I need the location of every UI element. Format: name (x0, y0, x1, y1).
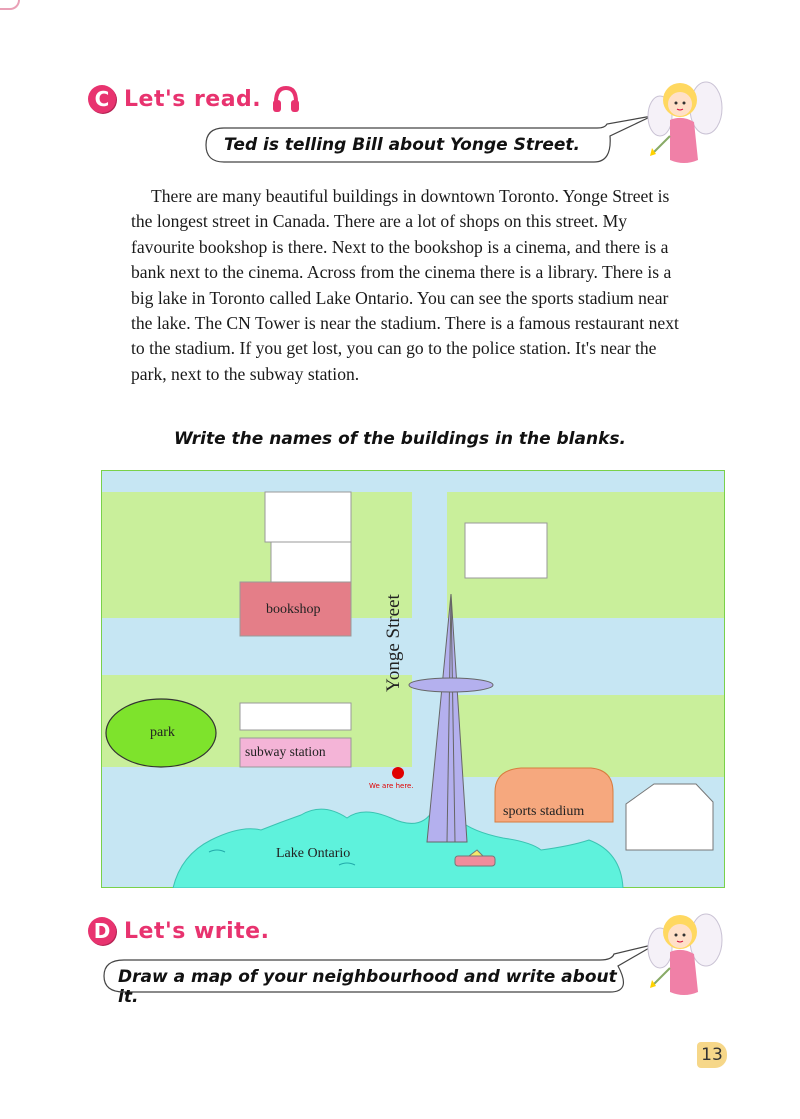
we-are-here-marker (392, 767, 404, 779)
blank-building-2[interactable] (271, 542, 351, 582)
page-number: 13 (697, 1042, 727, 1068)
section-d-letter: D (88, 917, 116, 945)
we-are-here-label: We are here. (369, 782, 414, 790)
lake-label: Lake Ontario (276, 846, 351, 861)
section-c-speech-bubble (202, 112, 662, 166)
subway-station-label: subway station (245, 744, 326, 759)
section-c-title: Let's read. (124, 86, 262, 112)
blank-building-3[interactable] (465, 523, 547, 578)
section-c-header (88, 85, 301, 113)
section-c-bubble-text: Ted is telling Bill about Yonge Street. (224, 135, 580, 155)
blank-building-4[interactable] (240, 703, 351, 730)
street-label: Yonge Street (383, 594, 404, 692)
sports-stadium-label: sports stadium (503, 804, 585, 819)
blank-building-1[interactable] (265, 492, 351, 542)
boat-hull (455, 856, 495, 866)
section-c-letter: C (88, 85, 116, 113)
map-instruction: Write the names of the buildings in the blanks. (174, 429, 626, 449)
reading-passage: There are many beautiful buildings in downtown Toronto. Yonge Street is the longest street in Canada. There are a lot of shops on this street. My favourite bookshop is there. Next to the bookshop is a cinema, and there is a bank next to the cinema. Across from the cinema there is a library. There is a big lake in Toronto called Lake Ontario. You can see the sports stadium near the lake. The CN Tower is near the stadium. There is a famous restaurant next to the stadium. If you get lost, you can go to the police station. It's near the park, next to the subway station. (131, 186, 679, 384)
headphones-icon[interactable] (271, 85, 301, 113)
section-d-speech-bubble (100, 940, 660, 1007)
block-middle-right (447, 695, 724, 777)
angel-illustration-d (640, 902, 726, 1006)
page-corner-mark (0, 0, 20, 10)
park-label: park (150, 725, 175, 740)
bookshop-label: bookshop (266, 602, 321, 617)
section-d-bubble-text: Draw a map of your neighbourhood and write about it. (118, 967, 617, 1007)
angel-illustration-c (640, 70, 726, 174)
cn-tower-pod (409, 678, 493, 692)
section-d-title: Let's write. (124, 918, 270, 944)
toronto-map (101, 470, 725, 888)
